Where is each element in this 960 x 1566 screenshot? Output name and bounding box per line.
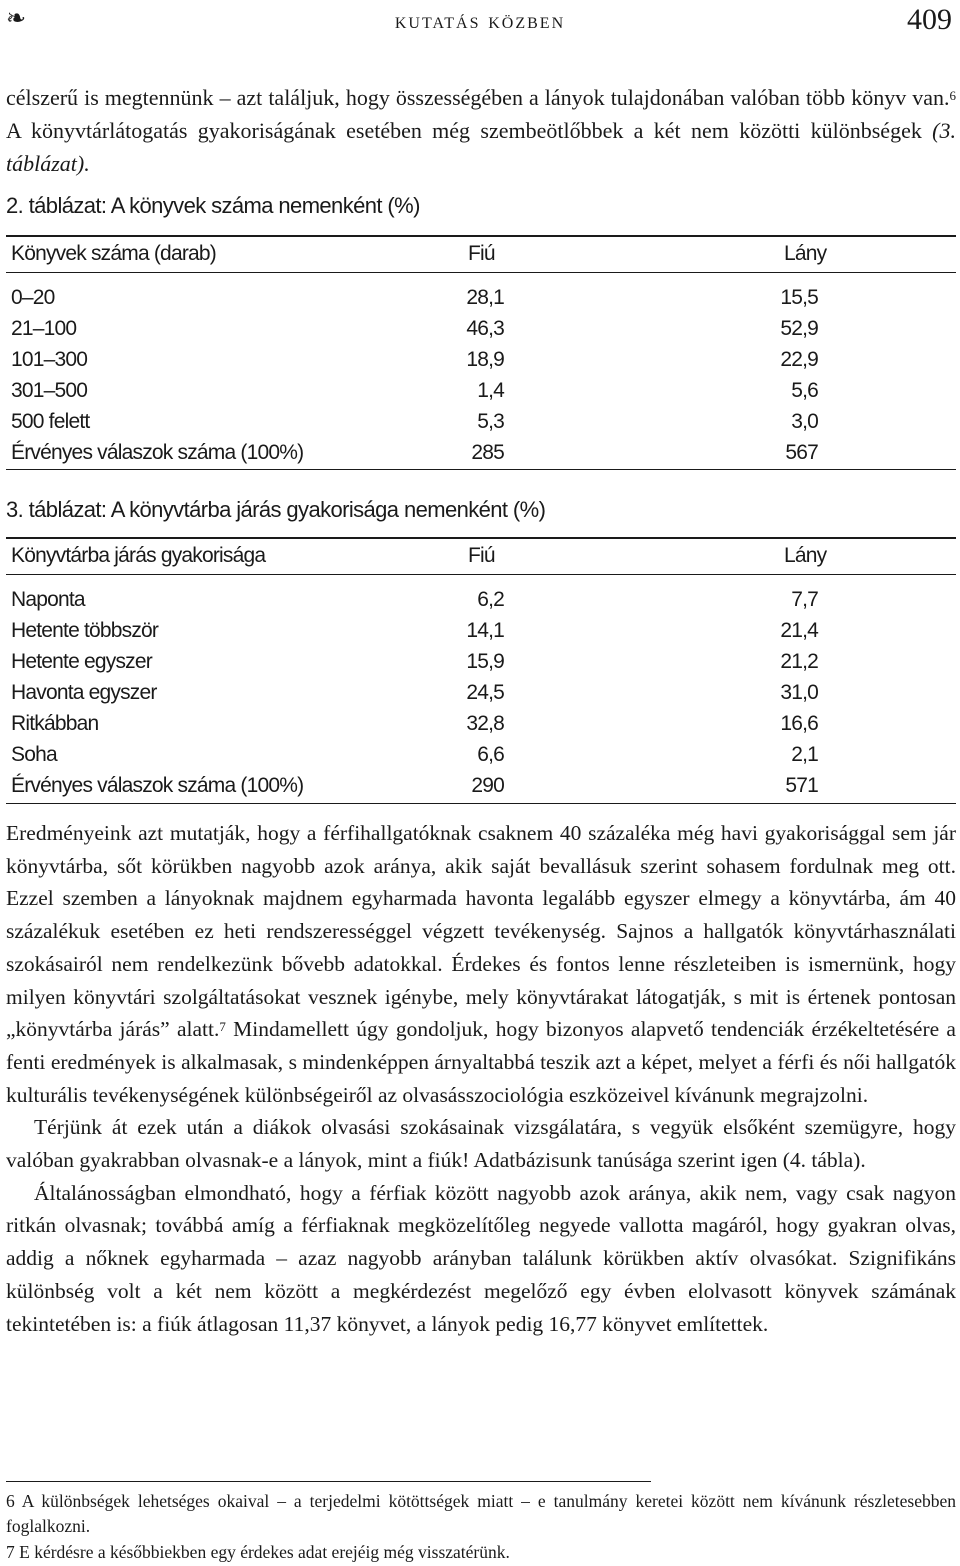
table-cell: 14,1 [466,619,504,642]
table-cell: Havonta egyszer [11,681,157,704]
table-cell: Hetente egyszer [11,650,152,673]
table-2-header-rule [6,272,956,273]
paragraph-2: Térjünk át ezek után a diákok olvasási szokásainak vizsgálatára, s vegyük elsőként szemügyre, hogy valóban gyakrabban olvasnak-e a lányok, mint a fiúk! Adatbázisunk tanúsága szerint igen (4. tábla). [6,1115,956,1173]
table-cell: 2,1 [791,743,818,766]
table-cell: 46,3 [466,317,504,340]
table-2-top-rule [6,235,956,237]
table-cell: 7,7 [791,588,818,611]
table-cell: 571 [785,774,818,797]
table-cell: 1,4 [477,379,504,402]
table-cell: Naponta [11,588,85,611]
table-cell: Hetente többször [11,619,159,642]
footnote-text: 7 E kérdésre a későbbiekben egy érdekes adat erejéig még visszatérünk. [6,1542,510,1562]
table-cell: 567 [785,441,818,464]
table-row [6,584,956,615]
leaf-ornament-icon: ❧ [6,6,27,32]
table-header-cell: Könyvtárba járás gyakorisága [11,544,266,567]
table-header-cell: Lány [784,242,827,265]
table-cell: 52,9 [780,317,818,340]
table-cell: 285 [471,441,504,464]
table-cell: 21,4 [780,619,818,642]
table-2-header-row [6,238,956,269]
table-cell: Ritkábban [11,712,99,735]
table-cell: 6,6 [477,743,504,766]
paragraph-1-text-cont: Mindamellett úgy gondoljuk, hogy bizonyos alapvető tendenciák érzékeltetésére a fenti eredmények is alkalmasak, s mindenképpen árnyaltabbá teszik azt a képet, melyet a férfi és női hallgatók kulturális tevékenységének különbségeiről az olvasásszociológia eszközeivel kívánunk megrajzolni. [6,1017,956,1107]
table-2-bottom-rule [6,469,956,470]
table-row-total [6,770,956,801]
table-cell: 301–500 [11,379,88,402]
footnote-ref-7[interactable]: 7 [219,1019,226,1035]
table-cell: Érvényes válaszok száma (100%) [11,441,304,464]
table-cell: 6,2 [477,588,504,611]
table-cell: 290 [471,774,504,797]
footnote-6 [6,1489,956,1539]
paragraph-1-text: Eredményeink azt mutatják, hogy a férfihallgatóknak csaknem 40 százaléka még havi gyakorisággal sem jár könyvtárba, sőt körükben nagyobb azok aránya, akik saját bevallásuk szerint sohasem fordulnak meg ott. Ezzel szemben a lányoknak majdnem egyharmada havonta legalább egyszer elmegy a könyvtárba, ám 40 százalékuk esetében ez heti rendszerességgel végzett tevékenység. Sajnos a hallgatók könyvtárhasználati szokásairól nem rendelkezünk bővebb adatokkal. Érdekes és fontos lenne részleteiben is ismernünk, hogy milyen könyvtári szolgáltatásokat vesznek igénybe, mely könyvtárakat látogatják, s mit is értenek pontosan „könyvtárba járás” alatt. [6,821,956,1042]
table-3-top-rule [6,537,956,539]
table-cell: Érvényes válaszok száma (100%) [11,774,304,797]
table-cell: 24,5 [466,681,504,704]
paragraph-3: Általánosságban elmondható, hogy a férfiak között nagyobb azok aránya, akik nem, vagy csak nagyon ritkán olvasnak; továbbá amíg a férfiaknak megközelítőleg negyede vallotta magáról, hogy gyakran olvas, addig a nőknek egyharmada – azaz nagyobb arányban találunk körükben aktív olvasókat. Szignifikáns különbség volt a két nem között a megkérdezést megelőző egy évben elolvasott könyvek számának tekintetében is: a fiúk átlagosan 11,37 könyvet, a lányok pedig 16,77 könyvet említettek. [6,1180,956,1336]
table-row [6,739,956,770]
intro-text: célszerű is megtennünk – azt találjuk, hogy összességében a lányok tulajdonában valóban több könyv van. [6,85,950,110]
table-cell: 18,9 [466,348,504,371]
table-row [6,344,956,375]
intro-text-2: A könyvtárlátogatás gyakoriságának esetében még szembeötlőbbek a két nem közötti különbségek [6,118,933,143]
table-header-cell: Könyvek száma (darab) [11,242,216,265]
table-2-title: 2. táblázat: A könyvek száma nemenként (%) [6,193,420,218]
table-row [6,708,956,739]
table-row [6,406,956,437]
table-cell: 16,6 [780,712,818,735]
table-row [6,646,956,677]
footnote-ref-6[interactable]: 6 [949,88,956,103]
page-number: 409 [907,3,952,36]
table-cell: 21–100 [11,317,77,340]
table-row [6,282,956,313]
table-3-header-row [6,540,956,571]
table-cell: 101–300 [11,348,88,371]
table-cell: 32,8 [466,712,504,735]
table-row [6,375,956,406]
table-cell: 28,1 [466,286,504,309]
table-reference: (3. táblázat). [6,118,956,176]
table-3-bottom-rule [6,803,956,804]
table-row [6,313,956,344]
footnote-text: 6 A különbségek lehetséges okaival – a terjedelmi kötöttségek miatt – e tanulmány keretei között nem kívánunk részletesebben foglalkozni. [6,1491,956,1536]
running-title: kutatás közben [394,8,566,33]
table-3-header-rule [6,574,956,575]
intro-paragraph [6,81,956,180]
table-row [6,615,956,646]
table-cell: 15,5 [780,286,818,309]
table-cell: 500 felett [11,410,90,433]
table-cell: 15,9 [466,650,504,673]
running-header [0,0,960,40]
body-text [6,817,956,1340]
table-cell: Soha [11,743,57,766]
table-row [6,677,956,708]
table-cell: 31,0 [780,681,818,704]
table-3-title: 3. táblázat: A könyvtárba járás gyakorisága nemenként (%) [6,497,546,522]
table-row-total [6,437,956,468]
table-cell: 5,3 [477,410,504,433]
table-header-cell: Fiú [468,242,495,265]
table-header-cell: Fiú [468,544,495,567]
table-cell: 5,6 [791,379,818,402]
footnote-7 [6,1540,956,1565]
table-cell: 22,9 [780,348,818,371]
table-header-cell: Lány [784,544,827,567]
table-cell: 3,0 [791,410,818,433]
footnote-separator [6,1481,651,1482]
table-cell: 0–20 [11,286,55,309]
paragraph-1 [6,817,956,1111]
table-cell: 21,2 [780,650,818,673]
